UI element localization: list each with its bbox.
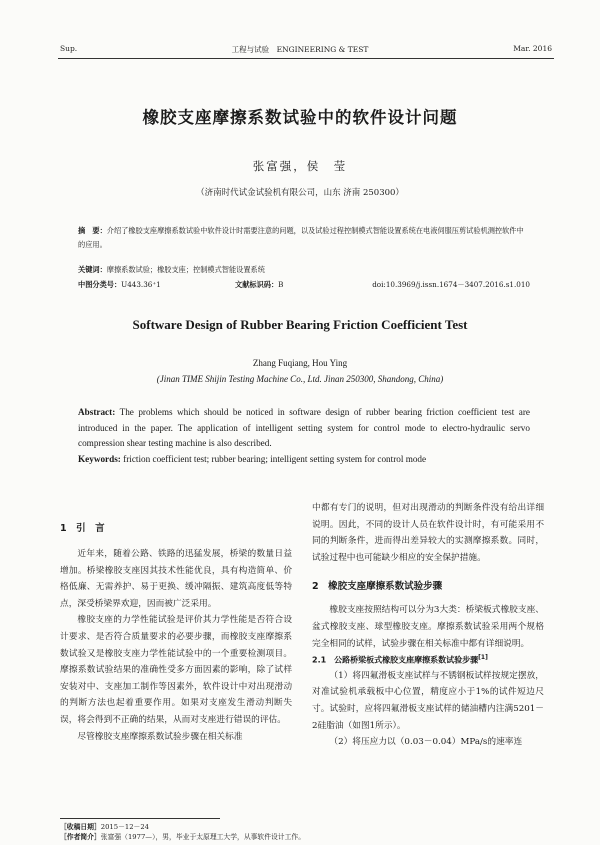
authors-en: Zhang Fuqiang, Hou Ying: [252, 358, 348, 368]
abstract-zh: [78, 224, 530, 252]
section-1-body: [60, 546, 292, 745]
left-column: [60, 520, 292, 745]
clc-number: [78, 278, 161, 292]
received-value: 2015－12－24: [100, 823, 149, 831]
paper-title-en: Software Design of Rubber Bearing Friction Coefficient Test: [132, 317, 468, 332]
doc-code: [235, 278, 283, 292]
keywords-en-text: friction coefficient test; rubber bearing; intelligent setting system for control mode: [123, 453, 427, 464]
paragraph: （2）将压应力以（0.03－0.04）MPa/s的速率连: [329, 737, 523, 748]
header-center: 工程与试验 ENGINEERING & TEST: [231, 45, 369, 54]
clc-label: 中图分类号：: [78, 280, 122, 289]
subsection-2-1-heading: [312, 654, 544, 666]
citation-ref: [1]: [478, 654, 488, 662]
subsection-2-1-body: [312, 668, 544, 751]
paragraph: 中都有专门的说明，但对出现滑动的判断条件没有给出详细说明。因此，不同的设计人员在软件设计时，有可能采用不同的判断条件，进而得出差异较大的实测摩擦系数。同时，试验过程中也可能缺少相应的安全保护措施。: [312, 503, 544, 563]
keywords-zh: [78, 263, 530, 277]
keywords-zh-text: 摩擦系数试验；橡胶支座；控制模式智能设置系统: [106, 265, 265, 274]
keywords-zh-label: 关键词：: [78, 265, 107, 274]
abstract-en-text: The problems which should be noticed in software design of rubber bearing friction coefficient test are introduced in the paper. The application of intelligent setting system for control mode to electro-hydraulic servo compression shear testing machine is also described.: [78, 407, 531, 448]
header-right: Mar. 2016: [513, 44, 552, 53]
abstract-en: [78, 405, 530, 467]
abstract-zh-label: 摘 要：: [78, 226, 107, 235]
footnote-author: [60, 832, 305, 842]
section-2-body: [312, 602, 544, 652]
header-rule: [58, 58, 554, 59]
paragraph: （1）将四氟滑板支座试样与不锈钢板试样按规定摆放，对准试验机承载板中心位置，精度应小于1%的试件短边尺寸。试验时，应将四氟滑板支座试样的储油槽内注满5201－2硅脂油（如图1所示）。: [312, 670, 544, 731]
author-bio-value: 张富强（1977—），男，毕业于太原理工大学，从事软件设计工作。: [100, 833, 305, 841]
paragraph: 橡胶支座的力学性能试验是评价其力学性能是否符合设计要求、是否符合质量要求的必要步骤，而橡胶支座摩擦系数试验又是橡胶支座力学性能试验中的一个重要检测项目。摩擦系数试验结果的准确性受多方面因素的影响，除了试样安装对中、支座加工制作等因素外，软件设计中对出现滑动的判断方法也起着重要作用。如果对支座发生滑动判断失误，将会得到不正确的结果，从而对支座进行错误的评估。: [60, 615, 292, 725]
footnote-received: [60, 822, 305, 832]
paragraph: 橡胶支座按照结构可以分为3大类：桥梁板式橡胶支座、盆式橡胶支座、球型橡胶支座。摩擦系数试验采用两个规格完全相同的试样，试验步骤在相关标准中都有详细说明。: [312, 605, 544, 649]
header-left: Sup.: [60, 44, 78, 53]
subsection-2-1-title: 2.1 公路桥梁板式橡胶支座摩擦系数试验步骤: [312, 655, 479, 665]
doc-code-value: B: [278, 280, 284, 289]
affiliation-en: (Jinan TIME Shijin Testing Machine Co., Ltd. Jinan 250300, Shandong, China): [156, 374, 444, 384]
paper-title-zh: 橡胶支座摩擦系数试验中的软件设计问题: [142, 108, 458, 127]
paragraph: 近年来，随着公路、铁路的迅猛发展，桥梁的数量日益增加。桥梁橡胶支座因其技术性能优良，具有构造简单、价格低廉、无需养护、易于更换、缓冲隔振、建筑高度低等特点，深受桥梁界欢迎，因而被广泛采用。: [60, 549, 292, 609]
clc-value: U443.36⁺1: [121, 280, 161, 289]
abstract-en-label: Abstract:: [78, 407, 116, 417]
author-bio-label: ［作者简介］: [60, 833, 101, 841]
received-label: ［收稿日期］: [60, 823, 101, 831]
affiliation-zh: （济南时代试金试验机有限公司，山东 济南 250300）: [196, 188, 404, 198]
section-2-heading: 2 橡胶支座摩擦系数试验步骤: [312, 581, 443, 593]
doi: doi:10.3969/j.issn.1674－3407.2016.s1.010: [372, 280, 530, 289]
footnote-rule: [60, 818, 220, 819]
section-1-heading: 1 引 言: [60, 523, 105, 534]
footnote: [60, 822, 305, 842]
section-1-continued: [312, 500, 544, 566]
abstract-zh-text: 介绍了橡胶支座摩擦系数试验中软件设计时需要注意的问题，以及试验过程控制模式智能设置系统在电液伺服压剪试验机测控软件中的应用。: [78, 226, 524, 249]
authors-zh: 张富强，侯 莹: [252, 159, 348, 173]
paragraph: 尽管橡胶支座摩擦系数试验步骤在相关标准: [77, 731, 243, 742]
right-column: [312, 500, 544, 751]
keywords-en-label: Keywords:: [78, 453, 121, 464]
doc-code-label: 文献标识码：: [235, 280, 279, 289]
